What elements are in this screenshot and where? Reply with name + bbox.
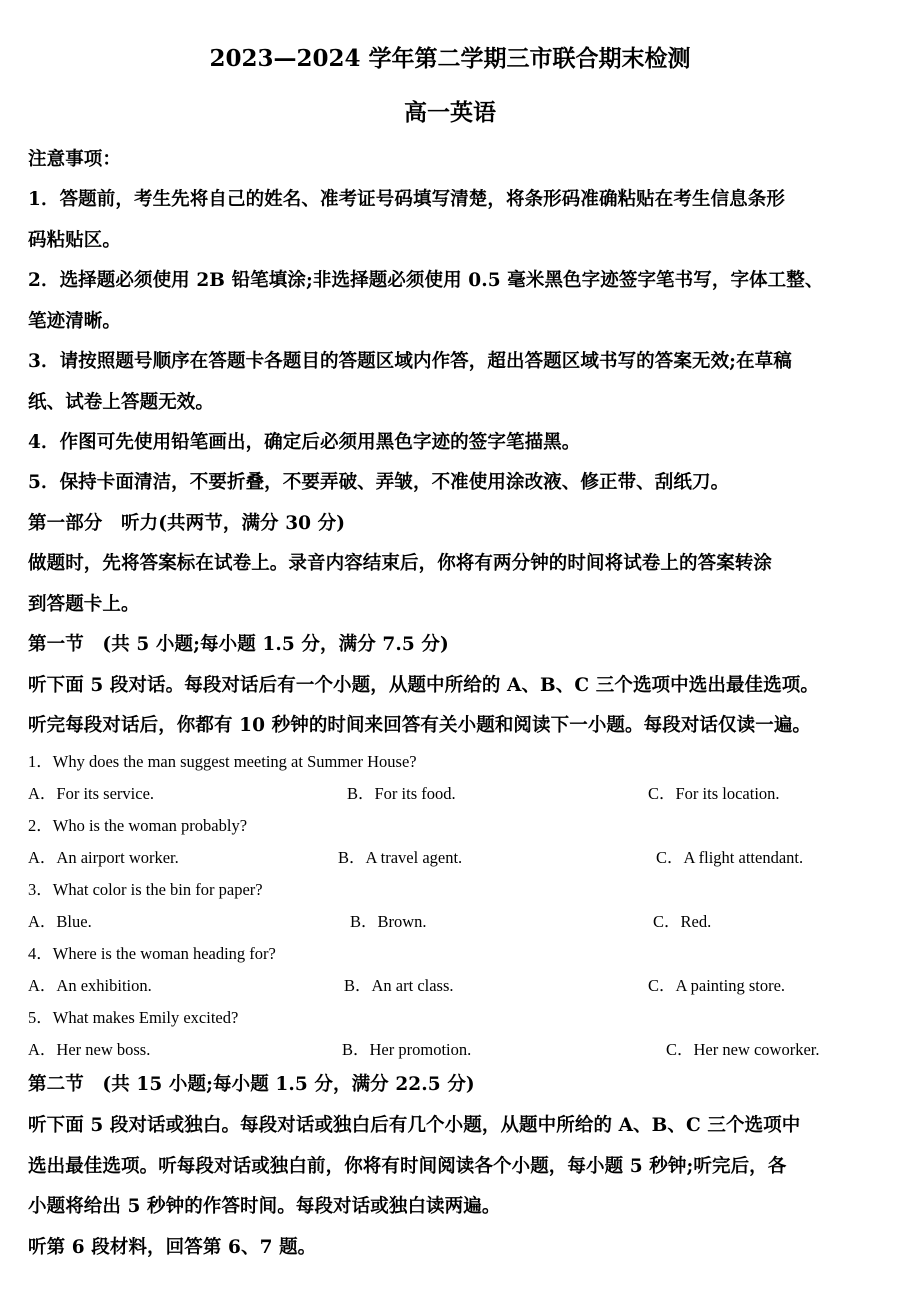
question-stem: 3．What color is the bin for paper? <box>28 880 263 899</box>
section2-intro-line: 听下面 5 段对话或独白。每段对话或独白后有几个小题，从题中所给的 A、B、C 三个选项中 <box>28 1115 801 1136</box>
option-b: B．For its food. <box>347 784 456 803</box>
section1-heading: 第一节 (共 5 小题;每小题 1.5 分，满分 7.5 分) <box>28 634 449 655</box>
option-b: B．A travel agent. <box>338 848 463 867</box>
note-line: 1．答题前，考生先将自己的姓名、准考证号码填写清楚，将条形码准确粘贴在考生信息条形 <box>28 189 785 210</box>
option-c: C．A flight attendant. <box>656 848 804 867</box>
note-line: 笔迹清晰。 <box>28 311 122 332</box>
option-c: C．Her new coworker. <box>666 1040 820 1059</box>
option-a: A．Blue. <box>28 912 92 931</box>
option-c: C．For its location. <box>648 784 780 803</box>
section1-intro-line: 听下面 5 段对话。每段对话后有一个小题，从题中所给的 A、B、C 三个选项中选出最佳选项。 <box>28 675 819 696</box>
note-line: 码粘贴区。 <box>28 230 122 251</box>
option-b: B．An art class. <box>344 976 454 995</box>
section2-intro-line: 选出最佳选项。听每段对话或独白前，你将有时间阅读各个小题，每小题 5 秒钟;听完后，各 <box>28 1156 787 1177</box>
section1-intro-line: 听完每段对话后，你都有 10 秒钟的时间来回答有关小题和阅读下一小题。每段对话仅读一遍。 <box>28 715 812 736</box>
option-a: A．An exhibition. <box>28 976 152 995</box>
question-stem: 4．Where is the woman heading for? <box>28 944 276 963</box>
option-b: B．Brown. <box>350 912 427 931</box>
exam-subtitle: 高一英语 <box>404 99 496 126</box>
material-instruction: 听第 6 段材料，回答第 6、7 题。 <box>28 1237 317 1258</box>
question-stem: 1．Why does the man suggest meeting at Summer House? <box>28 752 417 771</box>
option-a: A．For its service. <box>28 784 155 803</box>
note-line: 纸、试卷上答题无效。 <box>28 392 215 413</box>
question-stem: 2．Who is the woman probably? <box>28 816 248 835</box>
part1-heading: 第一部分 听力(共两节，满分 30 分) <box>28 513 346 534</box>
note-line: 3．请按照题号顺序在答题卡各题目的答题区域内作答，超出答题区域书写的答案无效;在草稿 <box>28 351 792 372</box>
note-line: 4．作图可先使用铅笔画出，确定后必须用黑色字迹的签字笔描黑。 <box>28 432 581 453</box>
option-c: C．Red. <box>653 912 712 931</box>
note-line: 2．选择题必须使用 2B 铅笔填涂;非选择题必须使用 0.5 毫米黑色字迹签字笔书写，字体工整、 <box>28 270 824 291</box>
note-line: 5．保持卡面清洁，不要折叠，不要弄破、弄皱，不准使用涂改液、修正带、刮纸刀。 <box>28 472 730 493</box>
part1-intro-line: 到答题卡上。 <box>28 594 140 615</box>
exam-title: 2023—2024 学年第二学期三市联合期末检测 <box>209 45 691 72</box>
question-stem: 5．What makes Emily excited? <box>28 1008 239 1027</box>
option-c: C．A painting store. <box>648 976 786 995</box>
option-a: A．Her new boss. <box>28 1040 151 1059</box>
section2-heading: 第二节 (共 15 小题;每小题 1.5 分，满分 22.5 分) <box>28 1074 475 1095</box>
section2-intro-line: 小题将给出 5 秒钟的作答时间。每段对话或独白读两遍。 <box>28 1196 501 1217</box>
notes-heading: 注意事项： <box>28 149 122 170</box>
option-b: B．Her promotion. <box>342 1040 472 1059</box>
part1-intro-line: 做题时，先将答案标在试卷上。录音内容结束后，你将有两分钟的时间将试卷上的答案转涂 <box>28 553 773 574</box>
option-a: A．An airport worker. <box>28 848 179 867</box>
